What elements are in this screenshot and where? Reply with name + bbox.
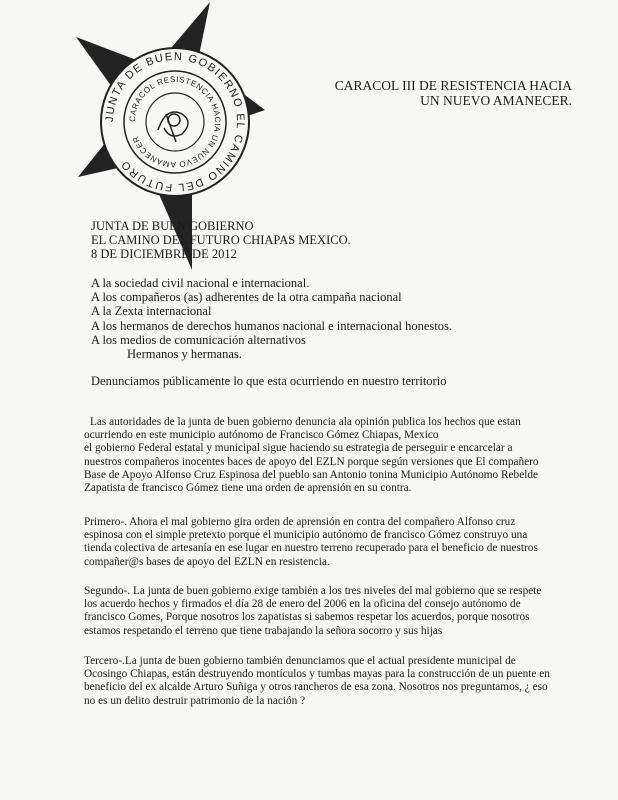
seal-inner-text: CARACOL RESISTENCIA HACIA UN NUEVO AMANECER	[127, 74, 223, 170]
recipient-line: A los compañeros (as) adherentes de la otra campaña nacional	[91, 290, 402, 305]
seal-outer-text: JUNTA DE BUEN GOBIERNO EL CAMINO DEL FUTURO	[103, 50, 247, 194]
junta-header	[91, 219, 351, 262]
paragraph-line: Tercero-.La junta de buen gobierno también denunciamos que el actual presidente municipal de	[84, 655, 516, 667]
paragraph-line: beneficio del ex alcalde Arturo Suñiga y otros rancheros de esa zona. Nosotros nos preguntamos, ¿ eso	[84, 681, 548, 694]
paragraph-line: Primero-. Ahora el mal gobierno gira orden de aprensión en contra del compañero Alfonso cruz	[84, 516, 516, 528]
caracol-line-1: CARACOL III DE RESISTENCIA HACIA	[334, 78, 572, 93]
junta-name: JUNTA DE BUEN GOBIERNO	[91, 219, 254, 233]
caracol-heading	[332, 78, 572, 108]
paragraph-line: nuestros compañeros inocentes baces de apoyo del EZLN porque según versiones que El compañero	[84, 455, 539, 468]
paragraph-line: tienda colectiva de artesanía en ese lugar en nuestro terreno recuperado para el beneficio de nuestros	[84, 542, 538, 555]
paragraph-tercero	[84, 655, 550, 708]
greeting: Hermanos y hermanas.	[127, 347, 242, 362]
paragraph-line: Las autoridades de la junta de buen gobierno denuncia ala opinión publica los hechos que estan	[90, 416, 521, 428]
paragraph-line: los acuerdo hechos y firmados el día 28 de enero del 2006 en la oficina del consejo autónomo de	[84, 598, 521, 611]
recipient-line: A la Zexta internacional	[91, 304, 212, 319]
denuncia-statement: Denunciamos públicamente lo que esta ocurriendo en nuestro territorio	[91, 374, 447, 388]
paragraph-line: Ocosingo Chiapas, están destruyendo montículos y tumbas mayas para la construcción de un puente en	[84, 668, 550, 681]
recipient-line: A los medios de comunicación alternativos	[91, 332, 306, 347]
paragraph-line: francisco Gomes, Porque nosotros los zapatistas si sabemos respetar los acuerdos, porque nosotros	[84, 611, 530, 624]
caracol-line-2: UN NUEVO AMANECER.	[420, 93, 572, 108]
document-date: 8 DE DICIEMBRE DE 2012	[91, 247, 237, 262]
paragraph-primero	[84, 516, 538, 569]
paragraph-segundo	[84, 585, 542, 638]
paragraph-line: Base de Apoyo Alfonso Cruz Espinosa del pueblo san Antonio tonina Municipio Autónomo Rebelde	[84, 468, 539, 481]
paragraph-line: ocurriendo en este municipio autónomo de Francisco Gómez Chiapas, Mexico	[84, 429, 439, 442]
paragraph-line: espinosa con el simple pretexto porque el municipio autónomo de francisco Gómez construyo una	[84, 529, 528, 542]
recipient-line: A la sociedad civil nacional e internacional.	[91, 276, 310, 290]
recipient-line: A los hermanos de derechos humanos nacional e internacional honestos.	[91, 318, 453, 333]
paragraph-line: el gobierno Federal estatal y municipal sigue haciendo su estrategia de perseguir e encarcelar a	[84, 442, 513, 455]
paragraph-line: compañer@s bases de apoyo del EZLN en resistencia.	[84, 555, 330, 568]
paragraph-intro	[84, 416, 539, 495]
paragraph-line: estamos respetando el terreno que tiene trabajando la señora socorro y sus hijas	[84, 624, 443, 637]
paragraph-line: no es un delito destruir patrimonio de la nación ?	[84, 694, 306, 707]
paragraph-line: Zapatista de francisco Gómez tiene una orden de aprensión en su contra.	[84, 482, 412, 495]
recipients-list	[91, 276, 452, 361]
paragraph-line: Segundo-. La junta de buen gobierno exige también a los tres niveles del mal gobierno que se respete	[84, 585, 542, 597]
junta-location: EL CAMINO DEL FUTURO CHIAPAS MEXICO.	[91, 233, 351, 248]
